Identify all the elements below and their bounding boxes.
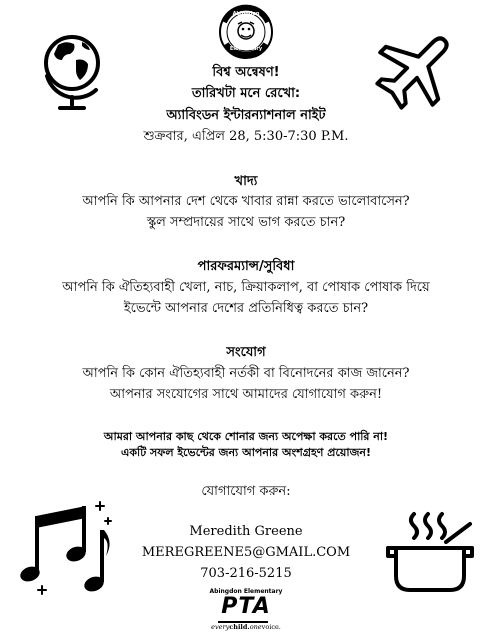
pta-school-name: Abingdon Elementary (209, 588, 283, 595)
performance-line-2: ইভেন্টে আপনার দেশের প্রতিনিধিত্ব করতে চান? (123, 301, 369, 316)
event-date: শুক্রবার, এপ্রিল 28, 5:30-7:30 P.M. (143, 129, 349, 144)
logo-text-top: Abingdon (232, 11, 260, 17)
school-logo (218, 4, 274, 60)
appeal-line-2: একটি সফল ইভেন্টের জন্য আপনার অংশগ্রহণ প্রয়োজন! (120, 446, 371, 459)
performance-line-1: আপনি কি ঐতিহ্যবাহী খেলা, নাচ, ক্রিয়াকলাপ, বা পোষাক পোষাক দিয়ে (62, 280, 430, 295)
appeal-line-1: আমরা আপনার কাছ থেকে শোনার জন্য অপেক্ষা করতে পারি না! (103, 430, 389, 443)
contact-heading: যোগাযোগ করুন: (201, 484, 291, 499)
pta-mark: PTA (221, 594, 271, 619)
pta-tagline-child: child. (229, 623, 250, 631)
food-line-2: স্কুল সম্প্রদায়ের সাথে ভাগ করতে চান? (146, 215, 346, 230)
header-save-the-date: তারিখটা মনে রেখো: (191, 86, 301, 101)
connection-line-2: আপনার সংযোগের সাথে আমাদের যোগাযোগ করুন! (109, 387, 383, 402)
event-title: অ্যাবিংডন ইন্টারন্যাশনাল নাইট (166, 108, 326, 123)
contact-email[interactable]: MEREGREENE5@GMAIL.COM (141, 545, 351, 560)
food-heading: খাদ্য (234, 174, 258, 189)
logo-text-bottom: Elementary (229, 46, 263, 52)
connection-line-1: আপনি কি কোন ঐতিহ্যবাহী নর্তকী বা বিনোদনের কাজ জানেন? (82, 366, 410, 381)
pta-tagline-voice: voice. (261, 623, 281, 631)
pta-tagline-one: one (249, 623, 262, 631)
food-line-1: আপনি কি আপনার দেশ থেকে খাবার রান্না করতে ভালোবাসেন? (82, 194, 410, 209)
contact-name: Meredith Greene (189, 524, 303, 539)
header-tagline: বিশ্ব অন্বেষণ! (212, 65, 280, 80)
pta-tagline (196, 623, 296, 631)
performance-heading: পারফরম্যান্স/সুবিধা (197, 259, 295, 274)
cooking-pot-icon (384, 510, 476, 604)
music-notes-icon (18, 498, 118, 607)
pta-logo (196, 588, 296, 634)
contact-phone: 703-216-5215 (200, 566, 292, 581)
pta-tagline-every: every (211, 623, 230, 631)
connection-heading: সংযোগ (226, 345, 266, 360)
